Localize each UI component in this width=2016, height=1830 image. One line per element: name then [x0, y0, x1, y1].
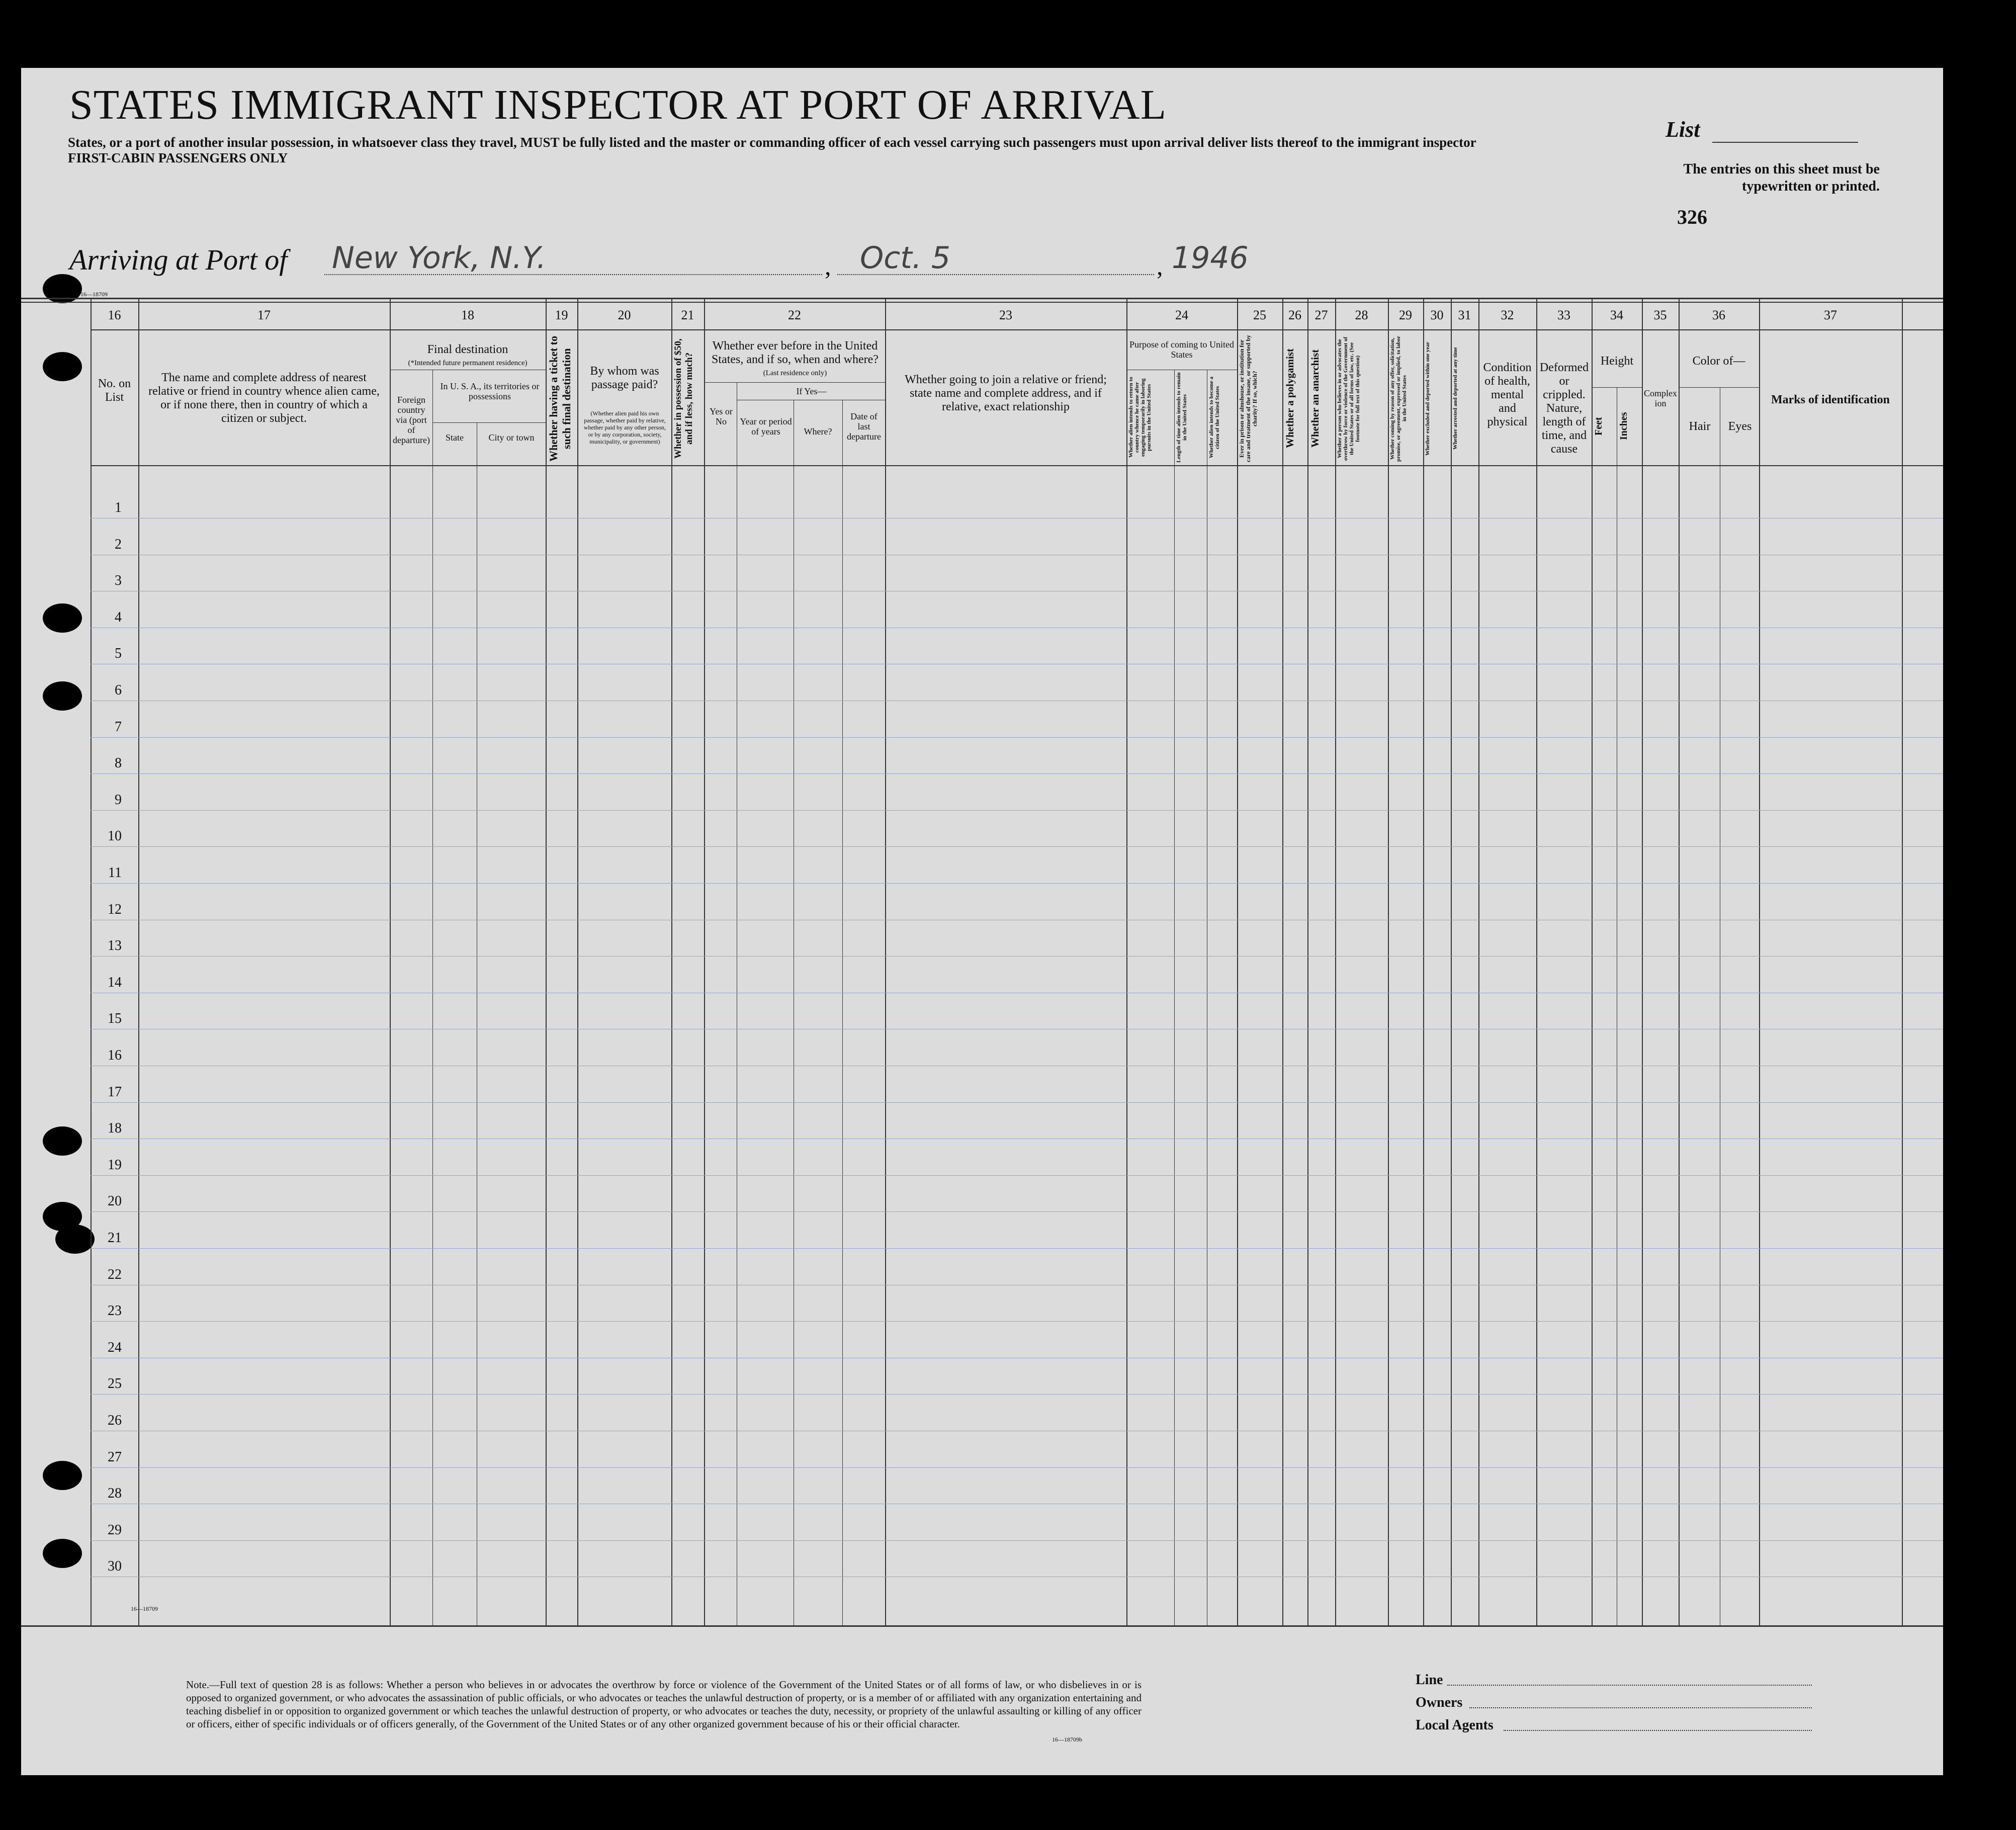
header-date-last-departure: Date of last departure [847, 411, 881, 442]
row-number: 22 [108, 1266, 122, 1282]
comma: , [825, 252, 831, 280]
header-offer-to-labor: Whether coming by reason of any offer, solicitation, promise, or agreement, expressed or implied, to labor in the United States [1389, 335, 1408, 462]
punch-hole [43, 603, 82, 633]
column-border [390, 298, 391, 1625]
header-city-or-town: City or town [488, 432, 535, 443]
table-row[interactable] [91, 846, 1943, 847]
col18-subdivider [432, 422, 546, 423]
table-top-border [21, 302, 1943, 303]
column-number: 23 [999, 308, 1012, 322]
header-inches: Inches [1618, 412, 1629, 441]
header-length-of-stay: Length of time alien intends to remain in the United States [1176, 372, 1188, 463]
column-border [1478, 298, 1479, 1625]
instructions-text: States, or a port of another insular possession, in whatsoever class they travel, MUST be fully listed and the master or commanding officer of each vessel carrying such passengers must upon arrival deliver lists thereof to the immigrant inspector FIRST-CABIN PASSENGERS ONLY [68, 135, 1476, 165]
row-number: 21 [108, 1230, 122, 1246]
table-row[interactable] [91, 1175, 1943, 1176]
header-if-yes: If Yes— [796, 386, 827, 396]
header-ever-before-in-us: Whether ever before in the United States, and if so, when and where? [712, 339, 879, 366]
row-number: 13 [108, 938, 122, 954]
punch-hole [43, 1126, 82, 1156]
local-agents-field[interactable] [1504, 1730, 1812, 1731]
column-number: 26 [1288, 308, 1301, 322]
header-ticket: Whether having a ticket to such final destination [547, 335, 573, 462]
column-border [671, 298, 672, 1625]
table-bottom-border [21, 1625, 1943, 1627]
header-final-destination-note: (*Intended future permanent residence) [408, 359, 528, 367]
header-passage-paid: By whom was passage paid? [590, 365, 659, 391]
column-number: 25 [1253, 308, 1266, 322]
row-number: 4 [115, 609, 122, 625]
form-code: 16—18709 [80, 291, 108, 298]
col36-subdivider [1679, 387, 1759, 388]
column-number: 29 [1399, 308, 1412, 322]
table-row[interactable] [91, 773, 1943, 774]
header-deformed: Deformed or crippled. Nature, length of time, and cause [1539, 361, 1589, 456]
header-feet: Feet [1593, 417, 1604, 435]
column-number: 31 [1458, 308, 1471, 322]
list-number-field[interactable] [1712, 142, 1858, 143]
row-number: 14 [108, 974, 122, 990]
column-border [546, 298, 547, 1625]
header-fifty-dollars: Whether in possession of $50, and if less, how much? [673, 338, 694, 459]
column-number: 24 [1175, 308, 1188, 322]
table-row[interactable] [91, 737, 1943, 738]
header-where: Where? [804, 426, 832, 437]
table-row[interactable] [91, 883, 1943, 884]
column-border [138, 298, 139, 1625]
column-number: 36 [1712, 308, 1725, 322]
header-complexion: Complexion [1644, 388, 1677, 408]
owners-label: Owners [1416, 1695, 1463, 1710]
punch-hole [43, 681, 82, 711]
column-border [1536, 298, 1537, 1625]
header-year-or-period: Year or period of years [740, 416, 792, 437]
column-border [1126, 298, 1127, 1625]
punch-hole [43, 352, 82, 381]
header-hair: Hair [1689, 420, 1711, 433]
header-excluded-deported: Whether excluded and deported within one year [1425, 341, 1431, 456]
header-health: Condition of health, mental and physical [1483, 361, 1532, 428]
table-row[interactable] [91, 810, 1943, 811]
row-number: 18 [108, 1120, 122, 1137]
punch-hole [43, 1461, 82, 1490]
column-border [1237, 298, 1238, 1625]
header-overthrow: Whether a person who believes in or advocates the overthrow by force or violence of the Government of the United States or of all forms of law, etc. (See footnote for full text of this question) [1337, 336, 1361, 461]
header-foreign-country: Foreign country via (port of departure) [393, 395, 430, 445]
row-number: 19 [108, 1157, 122, 1173]
row-number: 16 [108, 1048, 122, 1063]
port-handwritten[interactable]: New York, N.Y. [332, 240, 547, 276]
row-number: 25 [108, 1376, 122, 1392]
form-code-table: 16—18709 [131, 1605, 158, 1612]
page-title: STATES IMMIGRANT INSPECTOR AT PORT OF ARRIVAL [69, 81, 1167, 128]
header-prison-almshouse: Ever in prison or almshouse, or institution for care and treatment of the insane, or supported by charity? If so, which? [1238, 335, 1258, 462]
table-row[interactable] [91, 1102, 1943, 1103]
table-row[interactable] [91, 1321, 1943, 1322]
header-divider [91, 329, 1943, 330]
header-eyes: Eyes [1728, 420, 1752, 433]
column-number: 20 [618, 308, 631, 322]
header-join-relative: Whether going to join a relative or friend; state name and complete address, and if relative, exact relationship [905, 373, 1107, 413]
column-number: 32 [1501, 308, 1514, 322]
row-number: 15 [108, 1011, 122, 1027]
column-number: 19 [555, 308, 568, 322]
table-row[interactable] [91, 1540, 1943, 1541]
line-field[interactable] [1447, 1685, 1812, 1686]
column-border [1679, 298, 1680, 1625]
year-handwritten[interactable]: 1946 [1172, 240, 1249, 276]
column-number: 27 [1314, 308, 1328, 322]
table-row[interactable] [91, 1467, 1943, 1468]
column-border [1388, 298, 1389, 1625]
row-number: 8 [115, 755, 122, 771]
column-border [1592, 298, 1593, 1625]
table-row[interactable] [91, 1211, 1943, 1212]
column-border [1423, 298, 1424, 1625]
header-height: Height [1600, 355, 1634, 368]
column-number: 16 [108, 308, 121, 322]
header-become-citizen: Whether alien intends to become a citizen of the United States [1208, 376, 1220, 459]
header-return-intent: Whether alien intends to return to country whence he came after engaging temporarily in laboring pursuits in the United States [1128, 377, 1152, 458]
list-label: List [1666, 117, 1700, 142]
column-number: 37 [1824, 308, 1837, 322]
form-code-bottom: 16—18709b [1052, 1736, 1082, 1743]
header-arrested-deported: Whether arrested and deported at any time [1452, 347, 1458, 450]
column-number: 30 [1430, 308, 1444, 322]
column-border [1335, 298, 1336, 1625]
row-number: 17 [108, 1084, 122, 1100]
row-number: 12 [108, 901, 122, 917]
header-nearest-relative: The name and complete address of nearest relative or friend in country whence alien came, or if none there, then in country of which a citizen or subject. [148, 371, 380, 425]
header-last-residence: (Last residence only) [763, 369, 827, 377]
column-number: 33 [1557, 308, 1570, 322]
header-marks-identification: Marks of identification [1771, 393, 1890, 406]
row-number: 20 [108, 1193, 122, 1209]
row-number: 11 [108, 865, 122, 881]
col22-subdivider [704, 382, 885, 383]
header-in-usa: In U. S. A., its territories or possessions [440, 381, 540, 401]
column-border [1282, 298, 1283, 1625]
column-border [1307, 298, 1308, 1625]
table-top-border [21, 298, 1943, 299]
punch-hole [55, 1225, 95, 1254]
column-border [842, 400, 843, 1625]
column-border [432, 370, 433, 1625]
local-agents-label: Local Agents [1416, 1717, 1494, 1733]
table-row[interactable] [91, 1394, 1943, 1395]
row-number: 27 [108, 1449, 122, 1465]
comma: , [1157, 252, 1163, 280]
row-number: 26 [108, 1413, 122, 1428]
column-border [577, 298, 578, 1625]
column-border [1451, 298, 1452, 1625]
row-number: 10 [108, 828, 122, 844]
row-number: 3 [115, 573, 122, 589]
column-border [885, 298, 886, 1625]
column-number: 34 [1610, 308, 1623, 322]
column-number: 35 [1653, 308, 1667, 322]
entries-note: The entries on this sheet must be typewritten or printed. [1683, 161, 1880, 194]
header-no-on-list: No. on List [98, 377, 131, 404]
header-final-destination: Final destination [427, 343, 508, 356]
column-border [1759, 298, 1760, 1625]
header-state: State [446, 432, 464, 443]
column-number: 18 [461, 308, 474, 322]
row-number: 1 [115, 500, 122, 515]
arriving-label: Arriving at Port of [69, 243, 288, 276]
manifest-sheet [21, 68, 1943, 1775]
row-number: 2 [115, 536, 122, 552]
column-border [1174, 370, 1175, 1625]
header-polygamist: Whether a polygamist [1284, 348, 1296, 449]
row-number: 9 [115, 792, 122, 808]
row-number: 7 [115, 719, 122, 735]
header-color-of: Color of— [1692, 355, 1745, 368]
column-number: 28 [1355, 308, 1368, 322]
owners-field[interactable] [1469, 1707, 1812, 1708]
table-row[interactable] [91, 1248, 1943, 1249]
row-number: 29 [108, 1522, 122, 1538]
row-number: 24 [108, 1339, 122, 1355]
column-border [704, 298, 705, 1625]
header-anarchist: Whether an anarchist [1309, 349, 1321, 448]
sheet-number: 326 [1677, 206, 1707, 228]
row-number: 6 [115, 682, 122, 698]
header-passage-note: (Whether alien paid his own passage, whether paid by relative, whether paid by any other person, or by any corporation, society, municipality, or government) [583, 410, 666, 445]
row-number: 23 [108, 1303, 122, 1319]
line-label: Line [1416, 1672, 1443, 1688]
row-number: 28 [108, 1486, 122, 1502]
column-border [1642, 298, 1643, 1625]
date-handwritten[interactable]: Oct. 5 [860, 240, 951, 276]
column-number: 17 [257, 308, 271, 322]
column-number: 21 [681, 308, 694, 322]
punch-hole [43, 1539, 82, 1568]
header-bottom-border [91, 465, 1943, 466]
header-purpose: Purpose of coming to United States [1129, 339, 1234, 360]
row-number: 30 [108, 1558, 122, 1575]
row-number: 5 [115, 646, 122, 662]
column-border [1902, 298, 1903, 1625]
footnote-question-28: Note.—Full text of question 28 is as follows: Whether a person who believes in or advocates the overthrow by force or violence of the Government of the United States or of all forms of law, or who disbelieves in or is opposed to organized government, or who advocates the assassination of public officials, or who advocates or teaches the unlawful destruction of property, or is a member of or affiliated with any organization entertaining and teaching disbelief in or opposition to organized government or which teaches the unlawful destruction of property, or who advocates or teaches the duty, necessity, or propriety of the unlawful assaulting or killing of any officer or officers, either of specific individuals or of officers generally, of the Government of the United States or of any other organized government because of his or their official character. [186, 1679, 1142, 1730]
header-yes-or-no: Yes or No [710, 406, 733, 426]
column-number: 22 [788, 308, 801, 322]
